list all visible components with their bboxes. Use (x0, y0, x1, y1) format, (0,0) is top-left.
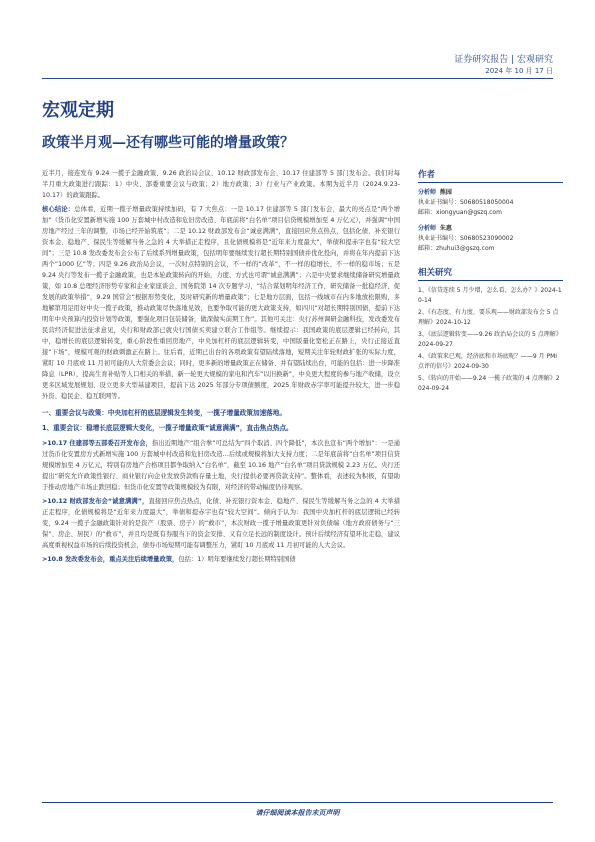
section-1 (42, 408, 400, 565)
authors-heading: 作者 (418, 168, 563, 183)
section-1-heading: 一、重要会议与政策：中央加杠杆的底层逻辑发生转变，一揽子增量政策加速落地。 (42, 409, 286, 417)
header-divider (42, 78, 553, 79)
footer-disclaimer: 请仔细阅读本报告末页声明 (255, 809, 340, 817)
related-research-item[interactable]: 2、《有态度、有力度、要乐观——财政部发布会 5 点理解》2024-10-12 (418, 309, 559, 326)
core-conclusion (42, 204, 400, 402)
paragraph-1017 (42, 438, 400, 493)
intro-paragraph: 近半月，接连发布 9.24 一揽子金融政策、9.26 政治局会议、10.12 财政部发布会、10.17 住建部等 5 部门发布会。我们对每半月重大政策进行跟踪：1）中央、部委重要会议与政策；2）地方政策；3）行业与产业政策。本期为近半月（2024.9.23-10.17）的政策跟踪。 (42, 170, 400, 199)
core-text: 总体看，近期一揽子增量政策持续加码，有 7 大焦点：一是 10.17 住建部等 5 部门发布会，最大的亮点是“两个增加”（货币化安置新增实施 100 万套城中村改造和危旧房改造、年底前将“白名单”项目信贷规模增加至 4 万亿元），并强调“中国房地产经过三年的调整，市场已经开始筑底”；二是 10.12 财政部发布会“诚意满满”，直接回应焦点热点，包括化债、补充银行资本金、稳地产、保民生等缓解当务之急的 4 大举措正走程序，且化债规模将是“近年来力度最大”，举债和提赤字也有“较大空间”；三是 10.8 发改委发布会公布了后续系列增量政策，包括明年要继续发行超长期特别国债并优化投向，并将在年内提前下达两个“1000 亿”等；四是 9.26 政治局会议，一次时点特别的会议，不一样的“改革”，不一样的稳增长、不一样的稳市场；五是 9.24 央行等发布一揽子金融政策，也是本轮政策转向的开始，力度、方式也可谓“诚意满满”；六是中央要求继续储备研究增量政策，如 10.8 总理经济形势专家和企业家座谈会、国务院第 14 次专题学习，“结合谋划明年经济工作，研究储备一批稳经济、促发展的政策举措”，9.29 国常会“根据形势变化，及时研究新的增量政策”；七是地方层面，包括一线城市在内多地放松限购，多地解第用足用好中央一揽子政策，推动政策尽快落地见效，也要争取可能的更大政策支持，如四川“对超长期特别国债，提前下达明年中央预算内投资计划等政策，要强化项目包装储备，做深做实前期工作”。其他可关注：央行苏州调研金融科技，发改委发布民营经济促进法征求意见，央行和财政部已就央行国债买卖建立联合工作组等。继续提示：我国政策的底层逻辑已经转向，其中，稳增长的底层逻辑转变，重心阶段性重回房地产，中央加杠杆的底层逻辑转变，中国版量化宽松正在路上，央行正接近直接“下场”，规模可观的财政刺激正在路上。往后看，近期已出台的各项政策有望陆续落地，短期关注年轮财政扩张的实际力度，紧盯 10 月底或 11 月初可能的人大常委会会议；同时，更多新的增量政策正在储备、并有望陆续出台，可能的包括：进一步降准降息（LPR），提高生育补贴等人口相关的举措，新一轮更大规模的家电和汽车“以旧换新”，中央更大程度的参与地产收储，设立更多区域发展规划、设立更多大型基建项目，提前下达 2025 年部分专项债额度，2025 年财政赤字率可能提升较大，进一步稳外资、稳民企、稳互联网等。 (42, 206, 401, 400)
author-card (418, 224, 563, 254)
related-research-item[interactable]: 3、《底层逻辑转变——9.26 政治局会议的 5 点理解》2024-09-27 (418, 331, 562, 348)
paragraph-1017-text: 指出近期地产“组合拳”可总结为“四个取消、四个降低”，本次也宣布“两个增加”：一是通过货币化安置房方式新增实施 100 万套城中村改造和危旧房改造…后续或规模将加大支持力度；二是年底前将“白名单”项目信贷规模增加至 4 万亿元，特别有房地产合格项目都争取纳入“白名单”，截至 10.16 地产“白名单”项目贷款规模 2.23 万亿。央行还提出“研究允许政策性银行、商业银行向企业发放贷款购存量土地，央行提供必要再贷款支持”。整体看，表述较为积极，有望助于推动房地产市场止跌回稳；但货币化安置等政策规模较为有限，对经济的带动幅度仍待观察。 (42, 440, 401, 491)
report-date: 2024 年 10 月 17 日 (485, 67, 553, 75)
author-name: 朱惠 (439, 225, 452, 232)
author-card (418, 188, 563, 218)
author-name: 熊园 (439, 189, 452, 196)
author-cert: 执业证书编号：S0680523090002 (418, 235, 514, 242)
report-subtitle: 政策半月观—还有哪些可能的增量政策？ (42, 135, 294, 151)
author-email[interactable]: 邮箱：xiongyuan@gszq.com (418, 209, 502, 216)
core-label: 核心结论： (42, 206, 75, 213)
footer-divider (42, 802, 553, 803)
related-research-item[interactable]: 5、《转向的开始——9.24 一揽子政策的 4 点理解》2024-09-24 (418, 375, 560, 392)
author-title: 分析师 (418, 189, 437, 196)
paragraph-108 (42, 554, 400, 565)
author-title: 分析师 (418, 225, 437, 232)
paragraph-108-label: >10.8 发改委发布会，重点关注后续增量政策， (42, 556, 179, 563)
paragraph-1012-text: 直接回应焦点热点，化债、补充银行资本金、稳地产、保民生等缓解当务之急的 4 大举措正走程序，化债规模将是“近年来力度最大”，举债和提赤字也有“较大空间”。倾向于认为：我国中央加杠杆的底层逻辑已经转变，9.24 一揽子金融政策针对的是资产（股票、房子）的“救市”，本次财政一揽子增量政策更针对负债端（地方政府债务与“三保”、房企、居民）的“救市”，并且均是既有券服当下的资金安排、又有立足长远的制度设计。预计后续经济有望环比走稳，建议高度重视权益市场的后续投资机会，债券市场短期可能有调整压力，紧盯 10 月底或 11 月初可能的人大会议。 (42, 498, 400, 549)
paragraph-1012-label: >10.12 财政部发布会“诚意满满”， (42, 498, 149, 505)
sidebar (418, 168, 563, 396)
related-research-item[interactable]: 1、《信贷连续 5 月少增，怎么看、怎么办？》2024-10-14 (418, 287, 562, 304)
main-content (42, 168, 400, 568)
subsection-1-heading: 1、重要会议：稳增长底层逻辑大变化，一揽子增量政策“诚意满满”，直击焦点热点。 (42, 424, 293, 432)
author-cert: 执业证书编号：S0680518050004 (418, 199, 514, 206)
author-email[interactable]: 邮箱：zhuhui3@gszq.com (418, 245, 495, 252)
related-research-heading: 相关研究 (418, 266, 563, 281)
report-title: 宏观定期 (42, 100, 114, 121)
related-research-item[interactable]: 4、《政策来已观，经济底和市场底呢？——9 月 PMI 点评的信号》2024-09-30 (418, 353, 558, 370)
report-category: 证券研究报告 | 宏观研究 (454, 55, 553, 65)
paragraph-1017-label: >10.17 住建部等五部委召开发布会， (42, 440, 152, 447)
paragraph-1012 (42, 496, 400, 551)
paragraph-108-text: 包括：1）明年要继续发行超长期特别国债 (178, 556, 296, 563)
